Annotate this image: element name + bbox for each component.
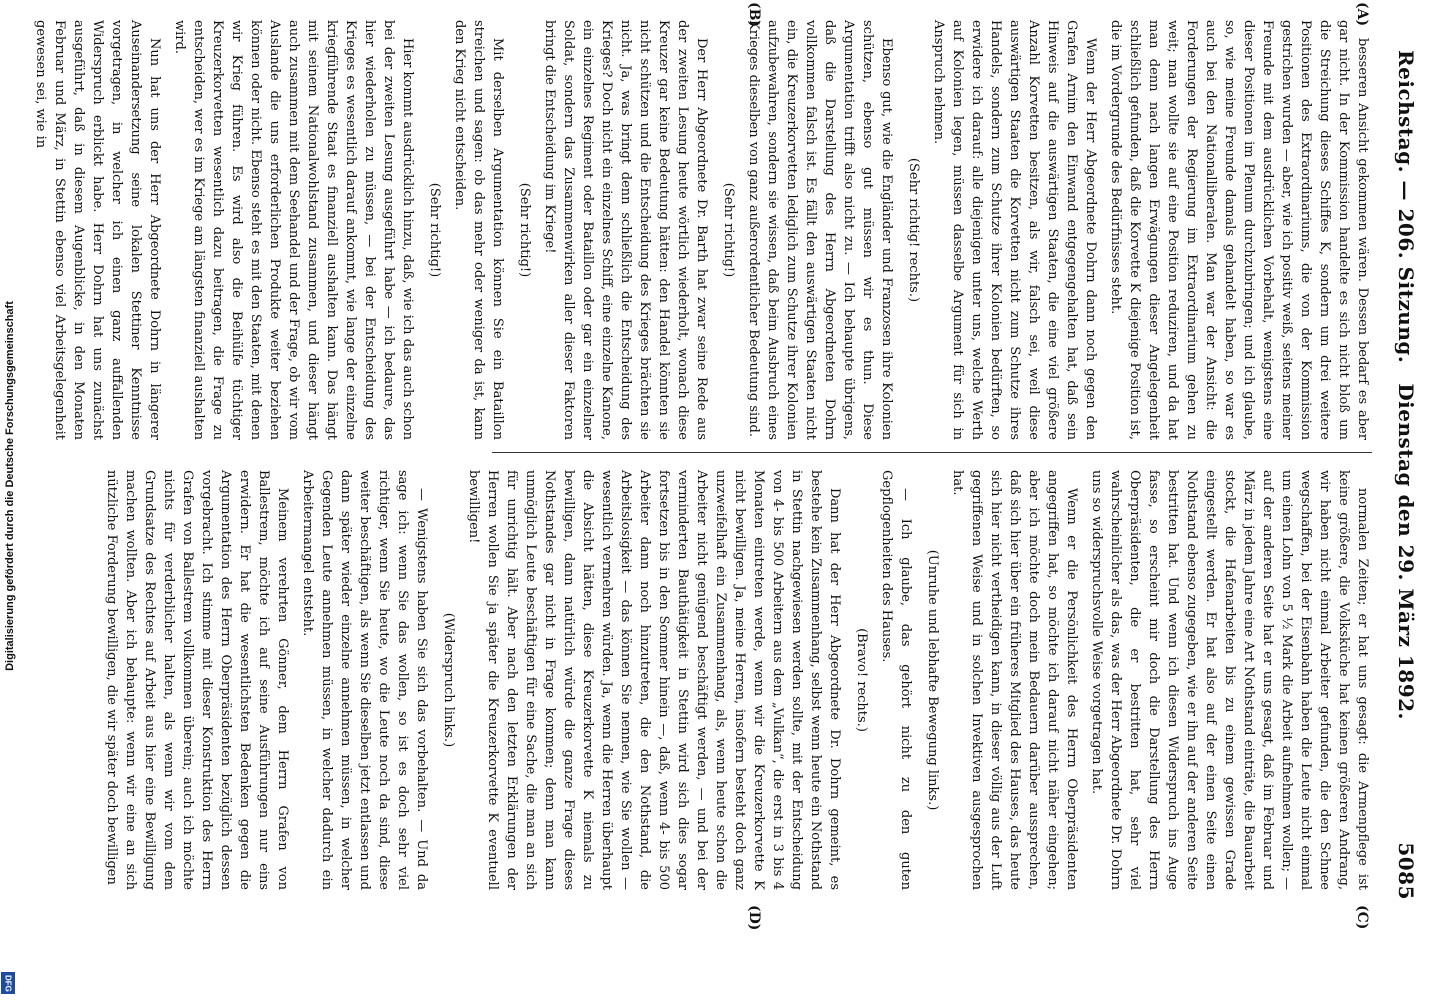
column-divider bbox=[492, 452, 1372, 453]
dfg-logo: DFG bbox=[1, 972, 15, 994]
paragraph: besseren Ansicht gekommen wären. Dessen bedarf es aber gar nicht. In der Kommission handelte es sich nicht bloß um die Streichung dieses Schiffes K, sondern um drei weitere Positionen des Extraordinariums, die von der Kommission gestrichen wurden — aber, wie ich positiv weiß, seitens meiner Freunde mit dem ausdrücklichen Vorbehalt, wenigstens eine dieser Positionen im Plenum durchzubringen; und ich glaube, so, wie meine Freunde damals gehandelt haben, so war es auch bei den Nationalliberalen. Man war der Ansicht: die Forderungen der Regierung im Extraordinarium gehen zu weit; man wollte sie auf eine Position reduziren, und da hat man denn nach langen Erwägungen dieser Angelegenheit schließlich gefunden, daß die Korvette K diejenige Position ist, die im Vordergrunde des Bedürfnisses steht. bbox=[1108, 20, 1370, 440]
interjection: (Bravo! rechts.) bbox=[854, 628, 869, 732]
paragraph: — Ich glaube, das gehört nicht zu den guten Gepflogenheiten des Hauses. bbox=[879, 470, 913, 890]
paragraph: Wenn er die Persönlichkeit des Herrn Oberpräsidenten angegriffen hat, so möchte ich darauf nicht näher eingehen; aber ich möchte doch mein Bedauern darüber aussprechen, daß sich hier über ein früheres Mitglied des Hauses, das heute sich hier nicht vertheidigen kann, in dieser völlig aus der Luft gegriffenen Weise und in solchen Invektiven ausgesprochen hat. bbox=[950, 470, 1079, 890]
paragraph: Mit derselben Argumentation können Sie ein Bataillon streichen und sagen: ob das mehr oder weniger da ist, kann den Krieg nicht entscheiden. bbox=[452, 20, 505, 440]
document-page bbox=[33, 0, 1432, 950]
interjection: (Widerspruch links.) bbox=[441, 612, 456, 748]
header-page-number: 5085 bbox=[1394, 842, 1418, 900]
marker-b: (B) bbox=[746, 2, 762, 28]
paragraph: Nun hat uns der Herr Abgeordnete Dohrn in längerer Auseinandersetzung seine lokalen Stettiner Kenntnisse vorgetragen, in welcher ich einen ganz auffallenden Widerspruch erblickt habe. Herr Dohrn hat uns zunächst ausgeführt, daß in diesem Augenblicke, in den Monaten Februar und März, in Stettin ebenso viel Arbeitsgelegenheit gewesen sei, wie in bbox=[33, 20, 162, 440]
header-left: Reichstag. — 206. Sitzung. bbox=[1394, 50, 1418, 364]
paragraph: Dann hat der Herr Abgeordnete Dr. Dohrn gemeint, es bestehe kein Zusammenhang, selbst wenn heute ein Nothstand in Stettin nachgewiesen werden sollte, mit der Entscheidung von 4- bis 500 Arbeitern aus dem „Vulkan“, die erst in 3 bis 4 Monaten eintreten werde, wenn wir die Kreuzerkorvette K nicht bewilligen. Ja, meine Herren, insofern besteht doch ganz unzweifelhaft ein Zusammenhang, als, wenn heute schon die Arbeiter nicht genügend beschäftigt werden, — und bei der verminderten Bauthätigkeit in Stettin wird sich dies sogar fortsetzen bis in den Sommer hinein —, daß, wenn 4- bis 500 Arbeiter dann noch hinzutreten, die den Nothstand, die Arbeitslosigkeit — das können Sie nennen, wie Sie wollen — wesentlich vermehren würden. Ja, wenn die Herren überhaupt die Absicht hätten, diese Kreuzerkorvette K niemals zu bewilligen, dann natürlich würde die ganze Frage dieses Nothstandes gar nicht in Frage kommen; denn man kann unmöglich Leute beschäftigen für eine Sache, die man an sich für unrichtig hält. Aber nach den letzten Erklärungen der Herren wollen Sie ja später die Kreuzerkorvette K eventuell bewilligen! bbox=[466, 470, 842, 890]
paragraph: — Wenigstens haben Sie sich das vorbehalten. — Und da sage ich: wenn Sie das wollen, so ist es doch sehr viel richtiger, wenn Sie heute, wo die Leute noch da sind, diese weiter beschäftigen, als wenn Sie dieselben jetzt entlassen und dann später wieder einzelne annehmen müssen, in welcher Gegenden Leute annehmen müssen, in welcher dadurch ein Arbeitermangel entsteht. bbox=[300, 470, 429, 890]
interjection: (Sehr richtig!) bbox=[721, 182, 736, 278]
interjection: (Sehr richtig!) bbox=[517, 182, 532, 278]
right-column bbox=[104, 470, 1372, 890]
paragraph: Ebenso gut, wie die Engländer und Franzosen ihre Kolonien schützen, ebenso gut müssen wir es thun. Diese Argumentation trifft also nicht zu. — Ich behaupte übrigens, daß die Darstellung des Herrn Abgeordneten Dohrn vollkommen falsch ist. Es fällt den auswärtigen Staaten nicht ein, die Kreuzerkorvetten lediglich zum Schutze ihrer Kolonien aufzubewahren, sondern sie wissen, daß beim Ausbruch eines Krieges dieselben von ganz außerordentlicher Bedeutung sind. bbox=[746, 20, 894, 440]
paragraph: Wenn der Herr Abgeordnete Dohrn dann noch gegen den Grafen Arnim den Einwand entgegengehalten hat, daß sein Hinweis auf die auswärtigen Staaten, die eine viel größere Anzahl Korvetten besitzen, als wir, falsch sei, weil diese auswärtigen Staaten die Korvetten nicht zum Schutze ihres Handels, sondern zum Schutze ihrer Kolonien bedürften, so erwidere ich darauf: alle diejenigen unter uns, welche Werth auf Kolonien legen, müssen dasselbe Argument für sich in Anspruch nehmen. bbox=[931, 20, 1098, 440]
header-middle: Dienstag den 29. März 1892. bbox=[1394, 383, 1418, 720]
left-column bbox=[33, 20, 1372, 440]
funding-strip bbox=[0, 0, 16, 1000]
marker-d: (D) bbox=[746, 905, 762, 931]
paragraph: Hier kommt ausdrücklich hinzu, daß, wie ich das auch schon bei der zweiten Lesung ausgeführt habe — ich bedaure, das hier wiederholen zu müssen, — bei der Entscheidung des Krieges es wesentlich darauf ankommt, wie lange der einzelne kriegführende Staat es finanziell aushalten kann. Das hängt mit seinem Nationalwohlstand zusammen, und dieser hängt auch zusammen mit dem Seehandel und der Frage, ob wir vom Auslande die uns erforderlichen Produkte weiter beziehen können oder nicht. Ebenso steht es mit den Staaten, mit denen wir Krieg führen. Es wird also die Beihülfe tüchtiger Kreuzerkorvetten wesentlich dazu beitragen, die Frage zu entscheiden, wer es im Kriege am längsten finanziell aushalten wird. bbox=[172, 20, 415, 440]
paragraph: Meinem verehrten Gönner, dem Herrn Grafen von Ballestrem, möchte ich auf seine Ausführungen nur eins erwidern. Er hat die wesentlichsten Bedenken gegen die Argumentation des Herrn Oberpräsidenten bezüglich dessen vorgebracht. Ich stimme mit dieser Konstruktion des Herrn Grafen von Ballestrem vollkommen überein; auch ich möchte nichts für verderblicher halten, als wenn wir vom dem Grundsatze des Rechtes auf Arbeit aus hier eine Bewilligung machen wollten. Aber ich behaupte: wenn wir eine an sich nützliche Forderung bewilligen, die wir später doch bewilligen bbox=[104, 470, 290, 890]
paragraph: normalen Zeiten; er hat uns gesagt: die Armenpflege ist keine größere, die Volksküche hat keinen größeren Andrang, wir haben nicht einmal Arbeiter gefunden, die den Schnee wegschaffen, bei der Eisenbahn haben die Leute nicht einmal um einen Lohn von 5 ½ Mark die Arbeit aufnehmen wollen; — auf der anderen Seite hat er uns gesagt, daß im Februar und März in jedem Jahre eine Art Nothstand einträte, die Bauarbeit stockt, die Hafenarbeiten bis zu einem gewissen Grade eingestellt werden. Er hat also auf der einen Seite einen Nothstand ebenso zugegeben, wie er ihn auf der anderen Seite bestritten hat. Und wenn ich diesen Widerspruch ins Auge fasse, so erscheint mir doch die Darstellung des Herrn Oberpräsidenten, die er bestritten hat, sehr viel wahrscheinlicher als das, was der Herr Abgeordnete Dr. Dohrn uns so widerspruchsvolle Weise vorgetragen hat. bbox=[1089, 470, 1370, 890]
interjection: (Sehr richtig!) bbox=[427, 182, 442, 278]
paragraph: Der Herr Abgeordnete Dr. Barth hat zwar seine Rede aus der zweiten Lesung heute wörtlich wiederholt, wonach diese Kreuzer gar keine Bedeutung hätten: den Handel könnten sie nicht schützen und die Entscheidung des Krieges brächten sie nicht. Ja, was bringt denn schließlich die Entscheidung des Krieges? Doch nicht ein einzelnes Schiff, eine einzelne Kanone, ein einzelnes Regiment oder Bataillon oder gar ein einzelner Soldat, sondern das Zusammenwirken aller dieser Faktoren bringt die Entscheidung im Kriege! bbox=[542, 20, 709, 440]
interjection: (Unruhe und lebhafte Bewegung links.) bbox=[925, 549, 940, 811]
page-header bbox=[1378, 30, 1418, 920]
marker-c: (C) bbox=[1354, 905, 1370, 930]
interjection: (Sehr richtig! rechts.) bbox=[906, 157, 921, 303]
marker-a: (A) bbox=[1354, 2, 1370, 27]
funding-notice: Digitalisierung gefördert durch die Deutsche Forschungsgemeinschaft bbox=[4, 301, 16, 671]
